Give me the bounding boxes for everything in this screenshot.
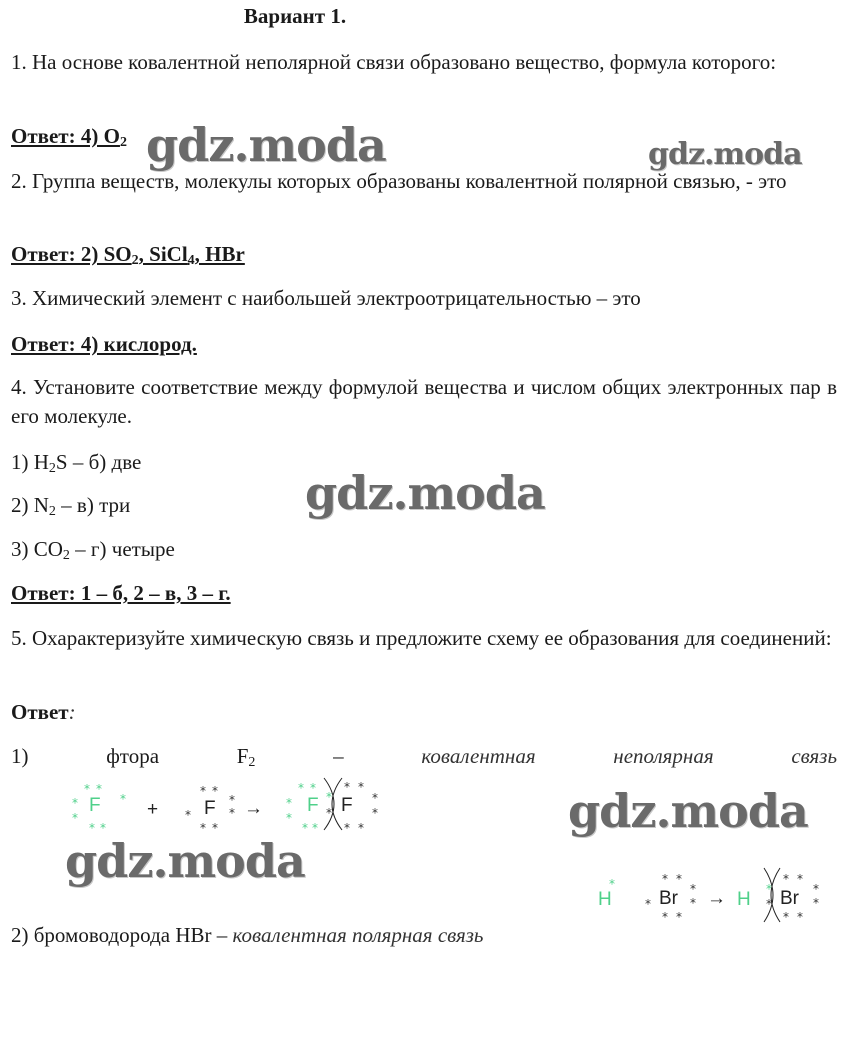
answer-5-label (11, 698, 837, 727)
answer-1-sub: 2 (119, 135, 127, 150)
answer-1-label: Ответ: 4) O (11, 124, 120, 148)
scheme-hbr-h2: H (737, 889, 751, 910)
electron: * (326, 790, 332, 804)
watermark-4: gdz.moda (568, 784, 808, 838)
electron: * (813, 896, 819, 910)
question-3: 3. Химический элемент с наибольшей электроотрицательностью – это (11, 286, 641, 310)
electron: * (358, 780, 364, 794)
electron: * (358, 821, 364, 835)
question-5: 5. Охарактеризуйте химическую связь и предложите схему ее образования для соединений: (11, 626, 832, 650)
scheme-hbr-arrow: → (707, 888, 726, 909)
q5-item-1-w2: неполярная (613, 744, 714, 768)
q5-item-1-w3: связь (791, 744, 837, 768)
electron: * (372, 806, 378, 820)
answer-2-suffix: , HBr (194, 242, 245, 266)
answer-3 (11, 330, 837, 359)
electron: * (298, 781, 304, 795)
q4-item-1-sub: 2 (48, 461, 56, 476)
electron: * (797, 872, 803, 886)
page-title: Вариант 1. (243, 4, 347, 28)
electron: * (797, 910, 803, 924)
electron: * (286, 811, 292, 825)
q5-item-1-formula-sub: 2 (248, 755, 256, 770)
scheme-hbr-br2: Br (780, 888, 799, 909)
electron: * (310, 781, 316, 795)
electron: * (326, 806, 332, 820)
q4-item-3-pre: 3) CO (11, 537, 63, 561)
scheme-f-prod1: F (307, 795, 319, 816)
electron: * (89, 821, 95, 835)
q5-item-1-formula (237, 742, 256, 771)
q4-item-3 (11, 535, 837, 564)
electron: * (200, 784, 206, 798)
electron: * (676, 872, 682, 886)
answer-2 (11, 240, 837, 269)
answer-3-text: Ответ: 4) кислород. (11, 332, 197, 356)
electron: * (72, 811, 78, 825)
electron: * (372, 791, 378, 805)
electron: * (212, 821, 218, 835)
electron: * (783, 910, 789, 924)
q5-item-1-num: 1) (11, 744, 29, 768)
electron: * (662, 872, 668, 886)
q4-item-3-post: – г) четыре (69, 537, 175, 561)
q4-item-2-sub: 2 (48, 504, 56, 519)
scheme-f-atom1: F (89, 795, 101, 816)
watermark-5: gdz.moda (65, 834, 305, 888)
answer-2-mid: , SiCl (138, 242, 188, 266)
electron: * (229, 793, 235, 807)
electron: * (312, 821, 318, 835)
answer-5-label-text: Ответ (11, 700, 69, 724)
q5-item-2-italic: ковалентная полярная связь (232, 923, 484, 947)
scheme-f-atom2: F (204, 798, 216, 819)
electron: * (766, 897, 772, 911)
electron: * (645, 897, 651, 911)
electron: * (286, 796, 292, 810)
electron: * (813, 882, 819, 896)
scheme-f-plus: + (147, 799, 159, 820)
electron: * (766, 882, 772, 896)
electron: * (344, 821, 350, 835)
q4-item-2-pre: 2) N (11, 493, 49, 517)
scheme-f-prod2: F (341, 795, 353, 816)
scheme-hbr-h: H (598, 889, 612, 910)
question-4: 4. Установите соответствие между формулой вещества и числом общих электронных пар в его молекуле. (11, 375, 837, 428)
question-1: 1. На основе ковалентной неполярной связи образовано вещество, формула которого: (11, 50, 777, 74)
answer-2-sub2: 4 (187, 253, 195, 268)
question-2: 2. Группа веществ, молекулы которых образованы ковалентной полярной связью, - это (11, 169, 787, 193)
answer-2-prefix: Ответ: 2) SO (11, 242, 132, 266)
electron: * (783, 872, 789, 886)
q5-item-1-word: фтора (106, 744, 160, 768)
shared-pair-ellipse (318, 776, 348, 832)
scheme-hbr-br: Br (659, 888, 678, 909)
watermark-3: gdz.moda (305, 466, 545, 520)
electron: * (302, 821, 308, 835)
watermark-1: gdz.moda (146, 118, 386, 172)
q5-item-1-formula-pre: F (236, 744, 249, 768)
electron: * (72, 796, 78, 810)
q5-item-1-dash: – (333, 744, 344, 768)
scheme-f-arrow: → (244, 798, 263, 819)
answer-5-colon: : (68, 700, 76, 724)
q4-item-1-post: S – б) две (55, 450, 142, 474)
electron: * (662, 910, 668, 924)
answer-2-sub1: 2 (131, 253, 139, 268)
watermark-2: gdz.moda (648, 137, 802, 172)
shared-pair-ellipse (759, 866, 785, 924)
q4-item-1-pre: 1) H (11, 450, 49, 474)
electron: * (676, 910, 682, 924)
electron: * (96, 782, 102, 796)
q4-item-3-sub: 2 (62, 548, 70, 563)
electron: * (690, 882, 696, 896)
electron: * (690, 896, 696, 910)
electron: * (120, 792, 126, 806)
electron: * (100, 821, 106, 835)
q5-item-1 (11, 742, 837, 771)
electron: * (185, 808, 191, 822)
q4-item-2-post: – в) три (55, 493, 131, 517)
electron: * (229, 806, 235, 820)
electron: * (200, 821, 206, 835)
electron: * (84, 782, 90, 796)
electron: * (609, 877, 615, 891)
q5-item-2-text: 2) бромоводорода HBr – (11, 923, 233, 947)
electron: * (344, 780, 350, 794)
answer-4 (11, 579, 837, 608)
electron: * (212, 784, 218, 798)
q5-item-1-w1: ковалентная (421, 744, 536, 768)
q5-item-2 (11, 921, 837, 950)
answer-4-text: Ответ: 1 – б, 2 – в, 3 – г. (11, 581, 231, 605)
